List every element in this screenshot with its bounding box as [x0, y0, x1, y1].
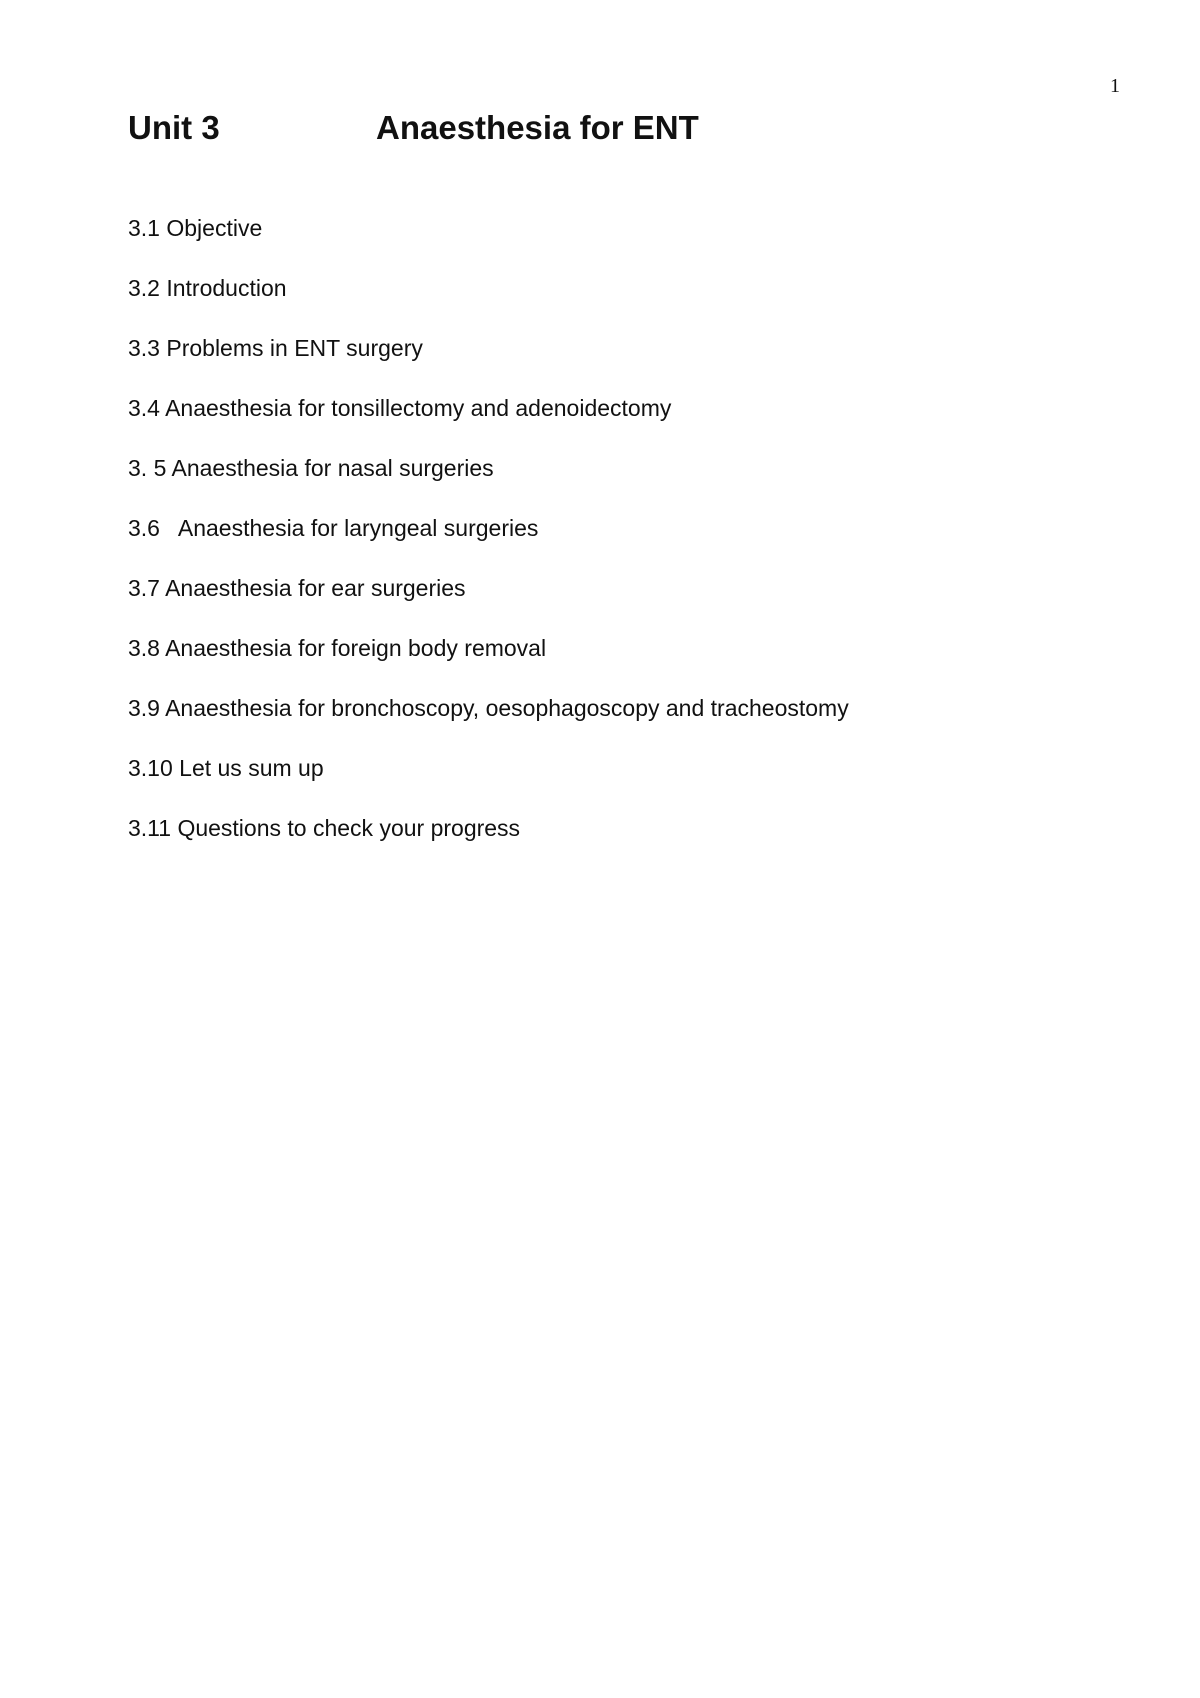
- unit-name: Anaesthesia for ENT: [376, 109, 699, 146]
- toc-item-let-us-sum-up: 3.10 Let us sum up: [128, 755, 324, 781]
- toc-item-questions-check-progress: 3.11 Questions to check your progress: [128, 815, 521, 841]
- toc-item-foreign-body-removal: 3.8 Anaesthesia for foreign body removal: [128, 635, 547, 661]
- toc-item-tonsillectomy-adenoidectomy: 3.4 Anaesthesia for tonsillectomy and adenoidectomy: [128, 395, 672, 421]
- toc-item-objective: 3.1 Objective: [128, 215, 263, 241]
- table-of-contents: [128, 213, 1128, 873]
- toc-item-introduction: 3.2 Introduction: [128, 275, 287, 301]
- page-number: 1: [1110, 75, 1120, 97]
- page-title: [128, 106, 1028, 150]
- toc-item-laryngeal-surgeries: 3.6 Anaesthesia for laryngeal surgeries: [128, 515, 539, 541]
- toc-item-problems-in-ent-surgery: 3.3 Problems in ENT surgery: [128, 335, 423, 361]
- toc-item-bronchoscopy-oesophagoscopy-tracheostomy: 3.9 Anaesthesia for bronchoscopy, oesophagoscopy and tracheostomy: [128, 695, 849, 721]
- unit-label: Unit 3: [128, 109, 220, 146]
- toc-item-ear-surgeries: 3.7 Anaesthesia for ear surgeries: [128, 575, 466, 601]
- toc-item-nasal-surgeries: 3. 5 Anaesthesia for nasal surgeries: [128, 455, 494, 481]
